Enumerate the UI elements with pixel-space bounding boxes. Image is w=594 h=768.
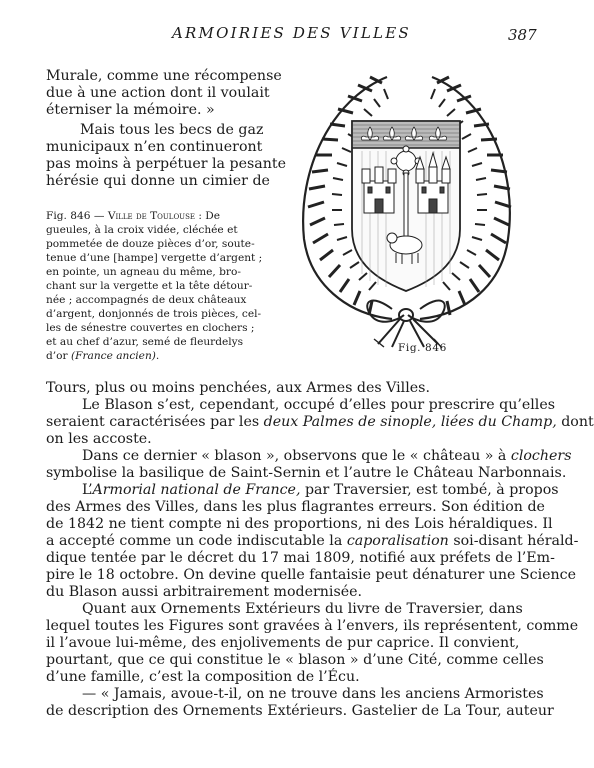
text-line: pourtant, que ce qui constitue le « blason » d’une Cité, comme celles: [46, 652, 544, 668]
caption-line: gueules, à la croix vidée, cléchée et: [46, 224, 238, 236]
caption-line: tenue d’une [hampe] vergette d’argent ;: [46, 252, 263, 264]
text-span-italic: clochers: [510, 448, 572, 464]
figure-label: Fig. 846: [398, 342, 447, 354]
text-span: L’: [82, 482, 93, 498]
text-line: hérésie qui donne un cimier de: [46, 173, 270, 189]
text-line: Murale, comme une récompense: [46, 68, 282, 84]
caption-line: pommetée de douze pièces d’or, soute-: [46, 238, 255, 250]
caption-line: les de sénestre couvertes en clochers ;: [46, 322, 255, 334]
text-span-italic: Armorial national de France,: [92, 482, 301, 498]
figure-caption-first-line: [46, 210, 220, 224]
text-span: Dans ce dernier « blason », observons que le « château » à: [82, 448, 511, 464]
text-span: dont: [556, 414, 594, 430]
text-line: lequel toutes les Figures sont gravées à l’envers, ils représentent, comme: [46, 618, 579, 634]
text-span: soi-disant hérald-: [448, 533, 579, 549]
text-line: symbolise la basilique de Saint-Sernin et l’autre le Château Narbonnais.: [46, 465, 567, 481]
text-line: dique tentée par le décret du 17 mai 1809, notifié aux préfets de l’Em-: [46, 550, 555, 566]
text-line: Mais tous les becs de gaz: [80, 122, 264, 138]
text-line: de description des Ornements Extérieurs. Gastelier de La Tour, auteur: [46, 703, 554, 719]
text-line: municipaux n’en continueront: [46, 139, 263, 155]
caption-label: Fig. 846 —: [46, 210, 108, 222]
caption-line: et au chef d’azur, semé de fleurdelys: [46, 336, 244, 348]
caption-line: chant sur la vergette et la tête détour-: [46, 280, 253, 292]
text-line: Quant aux Ornements Extérieurs du livre de Traversier, dans: [82, 601, 523, 617]
text-line: Tours, plus ou moins penchées, aux Armes des Villes.: [46, 380, 430, 396]
page-number: 387: [508, 26, 537, 44]
caption-text-italic: (France ancien): [70, 350, 156, 362]
text-line: pire le 18 octobre. On devine quelle fantaisie peut dénaturer une Science: [46, 567, 577, 583]
running-title: ARMOIRIES DES VILLES: [172, 24, 411, 42]
caption-line: née ; accompagnés de deux châteaux: [46, 294, 247, 306]
caption-text: .: [155, 350, 160, 362]
caption-line: d’argent, donjonnés de trois pièces, cel-: [46, 308, 262, 320]
text-span-italic: caporalisation: [346, 533, 449, 549]
text-line: de 1842 ne tient compte ni des proportions, ni des Lois héraldiques. Il: [46, 516, 553, 532]
text-line: d’une famille, c’est la composition de l’Écu.: [46, 669, 360, 685]
caption-line: en pointe, un agneau du même, bro-: [46, 266, 241, 278]
text-line: éterniser la mémoire. »: [46, 102, 215, 118]
text-line: due à une action dont il voulait: [46, 85, 270, 101]
text-line: des Armes des Villes, dans les plus flagrantes erreurs. Son édition de: [46, 499, 545, 515]
text-line: [82, 482, 559, 499]
caption-text: d’or: [46, 350, 71, 362]
text-line: du Blason aussi arbitrairement modernisée.: [46, 584, 363, 600]
caption-text: : De: [195, 210, 221, 222]
text-line: il l’avoue lui-même, des enjolivements de pur caprice. Il convient,: [46, 635, 520, 651]
text-line: — « Jamais, avoue-t-il, on ne trouve dans les anciens Armoristes: [82, 686, 544, 702]
text-line: [82, 448, 571, 465]
text-span: par Traversier, est tombé, à propos: [300, 482, 559, 498]
text-line: [46, 414, 594, 431]
caption-line: [46, 350, 159, 364]
toulouse-coat-of-arms-illustration: [292, 69, 520, 349]
text-line: on les accoste.: [46, 431, 152, 447]
text-span-italic: deux Palmes de sinople, liées du Champ,: [263, 414, 557, 430]
caption-title: Ville de Toulouse: [107, 210, 195, 222]
text-line: pas moins à perpétuer la pesante: [46, 156, 286, 172]
text-line: Le Blason s’est, cependant, occupé d’elles pour prescrire qu’elles: [82, 397, 555, 413]
text-span: a accepté comme un code indiscutable la: [46, 533, 347, 549]
text-span: seraient caractérisées par les: [46, 414, 264, 430]
text-line: [46, 533, 578, 550]
